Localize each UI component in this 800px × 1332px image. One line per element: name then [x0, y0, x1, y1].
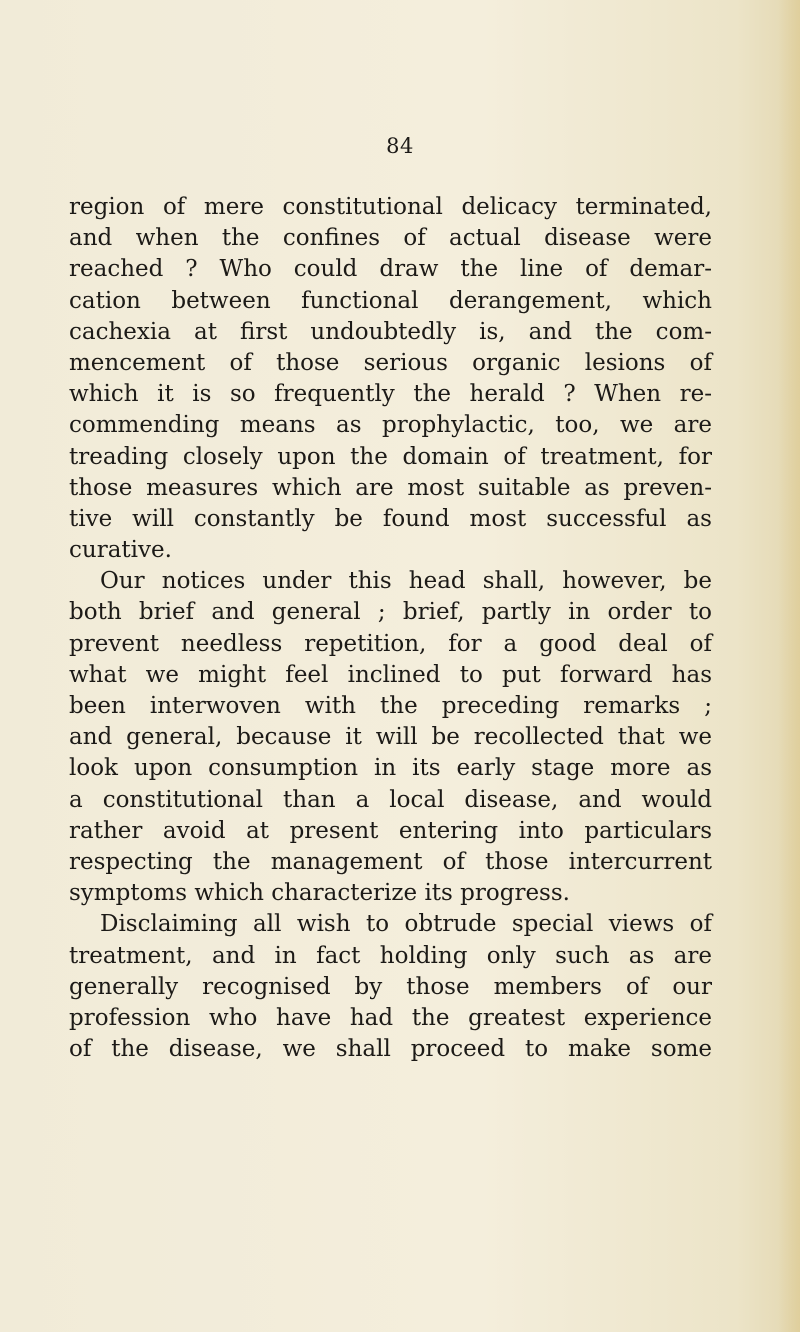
text-line: cation between functional derangement, which: [69, 287, 712, 314]
text-line: treatment, and in fact holding only such as are: [69, 942, 712, 969]
text-line: treading closely upon the domain of treatment, for: [69, 443, 712, 470]
paragraph-start-line: Disclaiming all wish to obtrude special views of: [100, 911, 712, 938]
page-edge-shadow: [778, 0, 800, 1332]
text-line: cachexia at first undoubtedly is, and the com-: [69, 318, 712, 345]
text-line: a constitutional than a local disease, and would: [69, 786, 712, 813]
paragraph-end-line: curative.: [69, 537, 172, 564]
text-line: prevent needless repetition, for a good deal of: [69, 630, 712, 657]
text-line: rather avoid at present entering into particulars: [69, 817, 712, 844]
text-line: commending means as prophylactic, too, we are: [69, 412, 712, 439]
text-line: been interwoven with the preceding remarks ;: [69, 693, 712, 719]
text-line: profession who have had the greatest experience: [69, 1004, 712, 1031]
text-line: reached ? Who could draw the line of demar-: [69, 256, 712, 283]
text-line: generally recognised by those members of our: [69, 973, 712, 1000]
text-line: which it is so frequently the herald ? When re-: [69, 381, 712, 408]
text-line: respecting the management of those intercurrent: [69, 848, 712, 875]
text-line: and general, because it will be recollected that we: [69, 724, 712, 751]
text-line: tive will constantly be found most successful as: [69, 505, 712, 532]
text-line: both brief and general ; brief, partly in order to: [69, 599, 712, 626]
text-line: of the disease, we shall proceed to make some: [69, 1036, 712, 1063]
text-line: look upon consumption in its early stage more as: [69, 755, 712, 782]
paragraph-end-line: symptoms which characterize its progress.: [69, 880, 570, 907]
text-line: what we might feel inclined to put forward has: [69, 661, 712, 688]
text-line: mencement of those serious organic lesions of: [69, 349, 712, 376]
body-text: [69, 192, 712, 1065]
paragraph-start-line: Our notices under this head shall, however, be: [100, 568, 712, 595]
page-number: 84: [386, 134, 414, 158]
text-line: and when the confines of actual disease were: [69, 225, 712, 252]
text-line: region of mere constitutional delicacy terminated,: [69, 194, 712, 220]
text-line: those measures which are most suitable as preven-: [69, 474, 712, 501]
